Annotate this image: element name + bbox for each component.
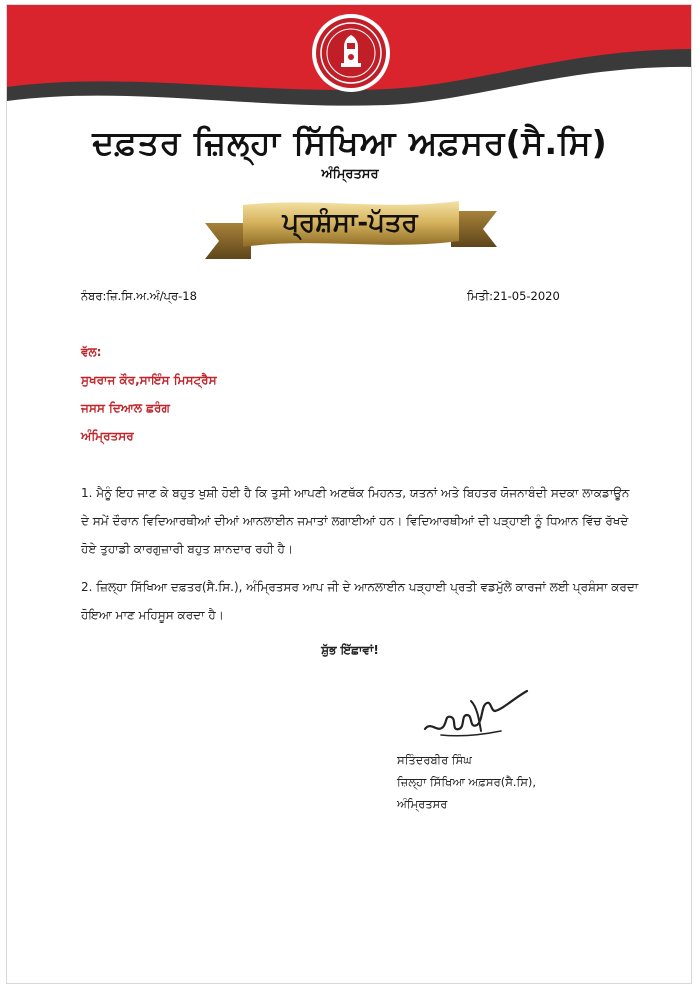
signatory-designation: ਜ਼ਿਲ੍ਹਾ ਸਿੱਖਿਆ ਅਫ਼ਸਰ(ਸੈ.ਸਿ), [397,775,537,789]
reference-number: ਨੰਬਰ:ਜ਼ਿ.ਸਿ.ਅ.ਅੰ/ਪ੍ਰ-18 [81,289,197,303]
office-city: ਅੰਮ੍ਰਿਤਸਰ [321,167,379,182]
signatory-name: ਸਤਿੰਦਰਬੀਰ ਸਿੰਘ [397,753,472,767]
recipient-school: ਜਸਸ ਦਿਆਲ ਛਰੰਗ [81,401,170,415]
addressee-to-label: ਵੱਲ: [81,345,102,359]
recipient-city: ਅੰਮ੍ਰਿਤਸਰ [81,429,134,443]
letter-date: ਮਿਤੀ:21-05-2020 [467,289,560,303]
ashoka-emblem-icon [311,13,391,93]
signature-image [421,685,531,745]
signatory-city: ਅੰਮ੍ਰਿਤਸਰ [397,797,448,811]
office-title: ਦਫ਼ਤਰ ਜ਼ਿਲ੍ਹਾ ਸਿੱਖਿਆ ਅਫ਼ਸਰ(ਸੈ.ਸਿ) [92,123,608,162]
body-paragraph-1: 1. ਮੈਨੂੰ ਇਹ ਜਾਣ ਕੇ ਬਹੁਤ ਖੁਸ਼ੀ ਹੋਈ ਹੈ ਕਿ ਤੁਸੀ ਆਪਣੀ ਅਣਥੱਕ ਮਿਹਨਤ, ਯਤਨਾਂ ਅਤੇ ਬਿਹਤਰ ਯੋਜਨਾਬੰਦੀ ਸਦਕਾ ਲਾਕਡਾਊਨ ਦੇ ਸਮੇਂ ਦੌਰਾਨ ਵਿਦਿਆਰਥੀਆਂ ਦੀਆਂ ਆਨਲਾਈਨ ਜਮਾਤਾਂ ਲਗਾਈਆਂ ਹਨ। ਵਿਦਿਆਰਥੀਆਂ ਦੀ ਪੜ੍ਹਾਈ ਨੂੰ ਧਿਆਨ ਵਿੱਚ ਰੱਖਦੇ ਹੋਏ ਤੁਹਾਡੀ ਕਾਰਗੁਜ਼ਾਰੀ ਬਹੁਤ ਸ਼ਾਨਦਾਰ ਰਹੀ ਹੈ। [81,486,630,556]
closing-wishes: ਸ਼ੁੱਭ ਇੱਛਾਵਾਂ! [321,643,379,657]
body-paragraph-2: 2. ਜ਼ਿਲ੍ਹਾ ਸਿੱਖਿਆ ਦਫ਼ਤਰ(ਸੈ.ਸਿ.), ਅੰਮ੍ਰਿਤਸਰ ਆਪ ਜੀ ਦੇ ਆਨਲਾਈਨ ਪੜ੍ਹਾਈ ਪ੍ਰਤੀ ਵਡਮੁੱਲੇ ਕਾਰਜਾਂ ਲਈ ਪ੍ਰਸ਼ੰਸਾ ਕਰਦਾ ਹੋਇਆ ਮਾਣ ਮਹਿਸੂਸ ਕਰਦਾ ਹੈ। [81,580,639,622]
recipient-name: ਸੁਖਰਾਜ ਕੌਰ,ਸਾਇੰਸ ਮਿਸਟ੍ਰੈਸ [81,373,217,387]
certificate-page [6,4,692,984]
ribbon-label: ਪ੍ਰਸ਼ੰਸਾ-ਪੱਤਰ [282,208,418,238]
